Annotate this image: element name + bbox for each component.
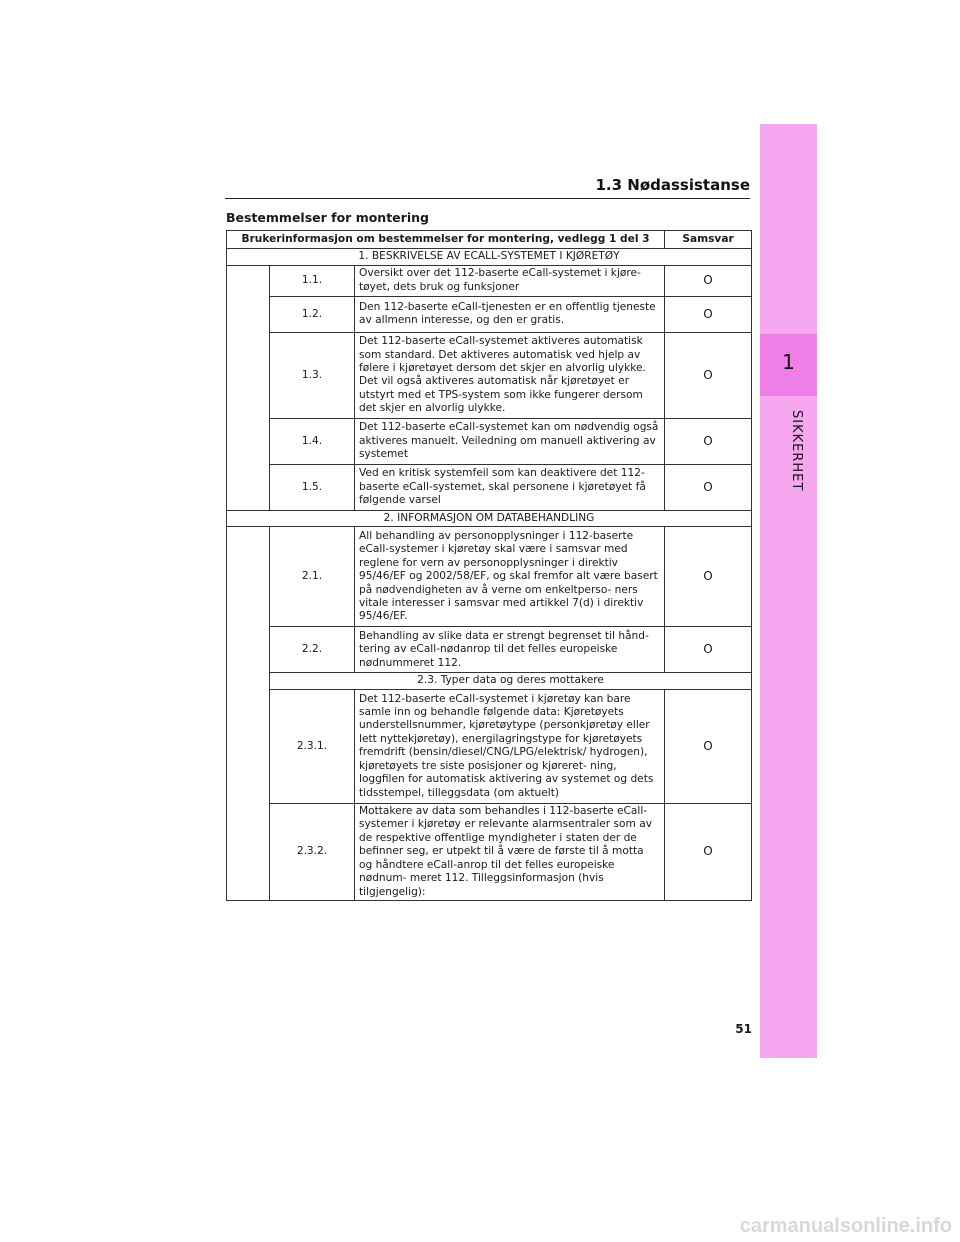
indent-cell	[227, 527, 270, 901]
table-row	[227, 332, 752, 418]
row-compliance: O	[665, 296, 752, 332]
subsection-title: 2.3. Typer data og deres mottakere	[270, 673, 752, 689]
table-header-row	[227, 231, 752, 249]
row-text: Mottakere av data som behandles i 112-baserte eCall- systemer i kjøretøy er relevante alarmsentraler som av de respektive offentlige myndigheter i staten der de befinner seg, er utpekt til å være de første til å motta og håndtere eCall-anrop til det felles europeiske nødnum- meret 112. Tilleggsinformasjon (hvis tilgjengelig):	[355, 803, 665, 900]
row-compliance: O	[665, 418, 752, 464]
table-row	[227, 464, 752, 510]
row-number: 2.3.1.	[270, 689, 355, 803]
column-header-compliance: Samsvar	[665, 231, 752, 249]
row-compliance: O	[665, 689, 752, 803]
row-text: Behandling av slike data er strengt begrenset til hånd- tering av eCall-nødanrop til det felles europeiske nødnummeret 112.	[355, 627, 665, 673]
row-text: Oversikt over det 112-baserte eCall-systemet i kjøre- tøyet, dets bruk og funksjoner	[355, 265, 665, 296]
section-title-row	[227, 510, 752, 526]
page-number: 51	[735, 1022, 752, 1036]
table-row	[227, 418, 752, 464]
row-compliance: O	[665, 627, 752, 673]
subsection-title-row	[227, 673, 752, 689]
row-text: Ved en kritisk systemfeil som kan deaktivere det 112- baserte eCall-systemet, skal personene i kjøretøyet få følgende varsel	[355, 464, 665, 510]
header-divider	[225, 198, 750, 199]
row-text: Det 112-baserte eCall-systemet i kjøretøy kan bare samle inn og behandle følgende data: Kjøretøyets understellsnummer, kjøretøytype (personkjøretøy eller lett nyttekjøretøy), energilagringstype for kjøretøyets fremdrift (bensin/diesel/CNG/LPG/elektrisk/ hydrogen), kjøretøyets tre siste posisjoner og kjøreret- ning, loggfilen for automatisk aktivering av systemet og dets tidsstempel, tilleggsdata (om aktuelt)	[355, 689, 665, 803]
page-header-title: 1.3 Nødassistanse	[595, 176, 750, 194]
table-row	[227, 689, 752, 803]
table-row	[227, 265, 752, 296]
row-number: 1.3.	[270, 332, 355, 418]
watermark: carmanualsonline.info	[739, 1215, 952, 1237]
row-compliance: O	[665, 332, 752, 418]
chapter-side-tab	[760, 124, 817, 1058]
row-compliance: O	[665, 265, 752, 296]
row-number: 2.1.	[270, 527, 355, 627]
row-text: Det 112-baserte eCall-systemet kan om nødvendig også aktiveres manuelt. Veiledning om manuell aktivering av systemet	[355, 418, 665, 464]
table-row	[227, 527, 752, 627]
row-compliance: O	[665, 527, 752, 627]
table-row	[227, 296, 752, 332]
row-number: 1.1.	[270, 265, 355, 296]
regulations-table	[226, 230, 752, 901]
indent-cell	[227, 265, 270, 510]
column-header-info: Brukerinformasjon om bestemmelser for montering, vedlegg 1 del 3	[227, 231, 665, 249]
chapter-label: SIKKERHET	[789, 410, 804, 492]
chapter-number: 1	[782, 350, 795, 374]
section-title: 2. INFORMASJON OM DATABEHANDLING	[227, 510, 752, 526]
row-compliance: O	[665, 803, 752, 900]
section-title-row	[227, 249, 752, 265]
row-text: All behandling av personopplysninger i 112-baserte eCall-systemer i kjøretøy skal være i samsvar med reglene for vern av personopplysninger i direktiv 95/46/EF og 2002/58/EF, og skal fremfor alt være basert på nødvendigheten av å verne om enkeltperso- ners vitale interesser i samsvar med artikkel 7(d) i direktiv 95/46/EF.	[355, 527, 665, 627]
row-text: Den 112-baserte eCall-tjenesten er en offentlig tjeneste av allmenn interesse, og den er gratis.	[355, 296, 665, 332]
row-compliance: O	[665, 464, 752, 510]
row-number: 1.5.	[270, 464, 355, 510]
section-title: 1. BESKRIVELSE AV ECALL-SYSTEMET I KJØRETØY	[227, 249, 752, 265]
row-number: 1.4.	[270, 418, 355, 464]
section-heading: Bestemmelser for montering	[226, 210, 429, 225]
row-number: 2.3.2.	[270, 803, 355, 900]
table-row	[227, 803, 752, 900]
row-number: 2.2.	[270, 627, 355, 673]
row-number: 1.2.	[270, 296, 355, 332]
table-row	[227, 627, 752, 673]
row-text: Det 112-baserte eCall-systemet aktiveres automatisk som standard. Det aktiveres automatisk ved hjelp av følere i kjøretøyet dersom det skjer en alvorlig ulykke. Det vil også aktiveres automatisk når kjøretøyet er utstyrt med et TPS-system som ikke fungerer dersom det skjer en alvorlig ulykke.	[355, 332, 665, 418]
